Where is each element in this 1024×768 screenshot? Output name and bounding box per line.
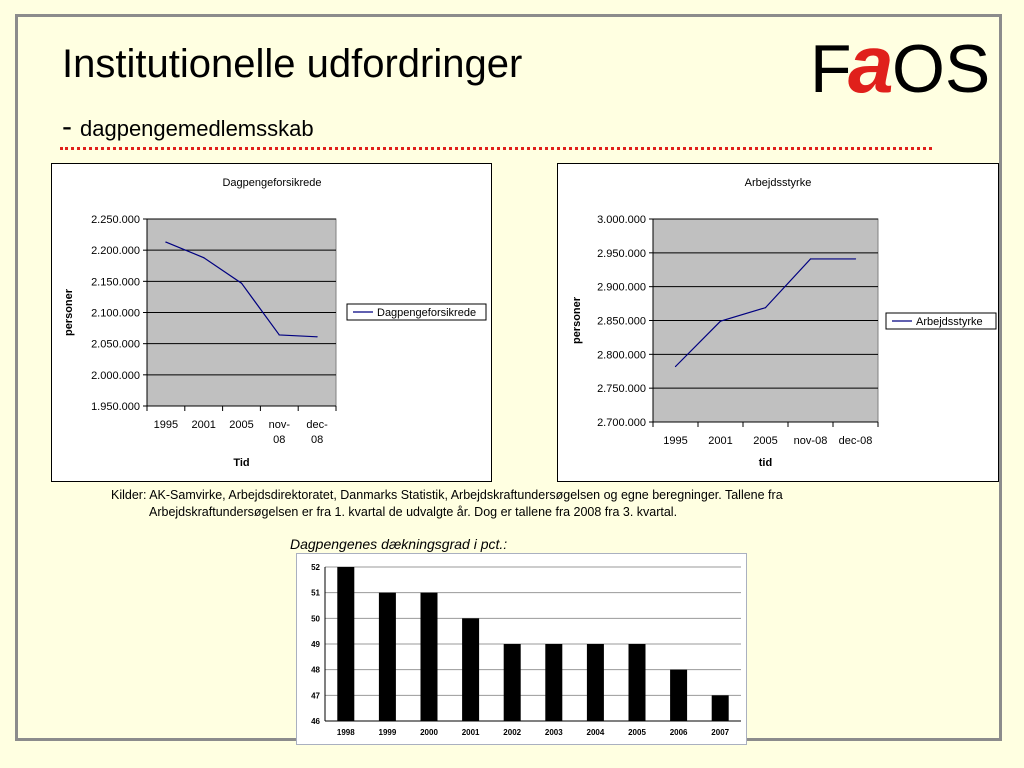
c0-x-tick-label: 1995 <box>153 419 179 431</box>
c0-x-tick-label: 2005 <box>229 419 254 431</box>
c1-data-point <box>720 321 721 322</box>
c2-x-tick-label: 2007 <box>711 728 730 737</box>
c0-y-tick-label: 2.150.000 <box>91 276 140 289</box>
c2-x-tick-label: 1999 <box>378 728 397 737</box>
c0-data-point <box>279 334 280 335</box>
c1-x-tick-label: dec-08 <box>838 435 873 447</box>
sources-note <box>111 487 931 521</box>
c1-title: Arbejdsstyrke <box>744 177 812 189</box>
c1-y-tick-label: 2.750.000 <box>597 383 646 396</box>
c2-y-tick-label: 48 <box>311 665 320 675</box>
c0-y-tick-label: 2.050.000 <box>91 338 140 351</box>
chart-arbejdsstyrke-svg <box>558 164 1000 483</box>
chart-daekningsgrad <box>296 553 747 745</box>
logo-letter-a: a <box>848 30 894 100</box>
c2-bar <box>337 567 354 721</box>
bar-chart-title: Dagpengenes dækningsgrad i pct.: <box>290 536 508 552</box>
c1-data-point <box>855 258 856 259</box>
subtitle-text: dagpengemedlemsskab <box>80 116 314 141</box>
c0-y-tick-label: 2.100.000 <box>91 307 140 320</box>
c1-y-axis-label: personer <box>571 296 583 345</box>
c2-bar <box>670 670 687 721</box>
c1-legend-label: Arbejdsstyrke <box>916 316 983 328</box>
c1-y-tick-label: 2.700.000 <box>597 417 646 429</box>
c0-x-axis-label: Tid <box>233 457 250 469</box>
c2-y-tick-label: 46 <box>311 717 320 726</box>
c2-bar <box>629 644 646 721</box>
c0-y-tick-label: 2.000.000 <box>91 369 140 382</box>
c2-bar <box>421 593 438 721</box>
c2-x-tick-label: 2004 <box>586 728 605 737</box>
c2-bar <box>504 644 521 721</box>
c2-bar <box>712 695 729 721</box>
c1-y-tick-label: 2.900.000 <box>597 281 646 294</box>
c1-x-tick-label: nov-08 <box>793 435 828 447</box>
c2-x-tick-label: 2006 <box>669 728 688 737</box>
c0-y-axis-label: personer <box>63 288 75 337</box>
sources-line-2: Arbejdskraftundersøgelsen er fra 1. kvartal de udvalgte år. Dog er tallene fra 2008 fra 3. kvartal. <box>149 505 678 519</box>
c1-x-tick-label: 2001 <box>708 435 733 447</box>
c0-data-point <box>165 241 166 242</box>
sources-line-1: Kilder: AK-Samvirke, Arbejdsdirektoratet, Danmarks Statistik, Arbejdskraftundersøgelsen og egne beregninger. Tallene fra <box>111 488 783 502</box>
c1-x-tick-label: 1995 <box>663 435 688 447</box>
slide-title: Institutionelle udfordringer <box>62 42 523 86</box>
c1-data-point <box>765 307 766 308</box>
slide-subtitle <box>62 110 314 144</box>
c0-data-point <box>203 257 204 258</box>
c1-x-axis-label: tid <box>758 457 773 469</box>
c1-y-tick-label: 2.800.000 <box>597 349 646 362</box>
chart-dagpengeforsikrede-svg <box>52 164 493 483</box>
c0-title: Dagpengeforsikrede <box>222 177 322 189</box>
c2-bar <box>379 593 396 721</box>
c0-x-tick-label: nov-08 <box>268 419 291 446</box>
c0-y-tick-label: 2.250.000 <box>91 214 140 226</box>
c2-bar <box>545 644 562 721</box>
c2-x-tick-label: 2001 <box>461 728 480 737</box>
chart-daekningsgrad-svg <box>297 554 748 746</box>
c0-legend-label: Dagpengeforsikrede <box>377 307 477 319</box>
c0-data-point <box>317 336 318 337</box>
c1-x-tick-label: 2005 <box>753 435 778 447</box>
dotted-divider <box>60 147 932 150</box>
chart-arbejdsstyrke <box>557 163 999 482</box>
c2-x-tick-label: 1998 <box>336 728 355 737</box>
c0-x-tick-label: dec-08 <box>306 419 328 446</box>
chart-dagpengeforsikrede <box>51 163 492 482</box>
c1-data-point <box>810 258 811 259</box>
c1-y-tick-label: 2.850.000 <box>597 315 646 328</box>
c0-x-tick-label: 2001 <box>191 419 216 431</box>
c0-data-point <box>241 283 242 284</box>
faos-logo <box>810 30 1005 100</box>
c2-x-tick-label: 2005 <box>628 728 646 737</box>
c1-data-point <box>675 366 676 367</box>
c2-x-tick-label: 2002 <box>503 728 522 737</box>
c2-y-tick-label: 47 <box>311 691 320 701</box>
c0-y-tick-label: 2.200.000 <box>91 245 140 258</box>
logo-letters-os: OS <box>892 31 991 100</box>
c2-y-tick-label: 49 <box>311 640 320 649</box>
c2-bar <box>587 644 604 721</box>
c1-y-tick-label: 3.000.000 <box>597 214 646 226</box>
logo-letter-f: F <box>810 31 852 100</box>
c2-y-tick-label: 52 <box>311 563 320 572</box>
c0-y-tick-label: 1.950.000 <box>91 401 140 413</box>
subtitle-dash: - <box>62 110 72 143</box>
c1-y-tick-label: 2.950.000 <box>597 247 646 260</box>
c2-x-tick-label: 2000 <box>420 728 438 737</box>
c2-bar <box>462 618 479 721</box>
c2-x-tick-label: 2003 <box>544 728 563 737</box>
c2-y-tick-label: 50 <box>311 614 320 624</box>
c2-y-tick-label: 51 <box>311 588 320 598</box>
